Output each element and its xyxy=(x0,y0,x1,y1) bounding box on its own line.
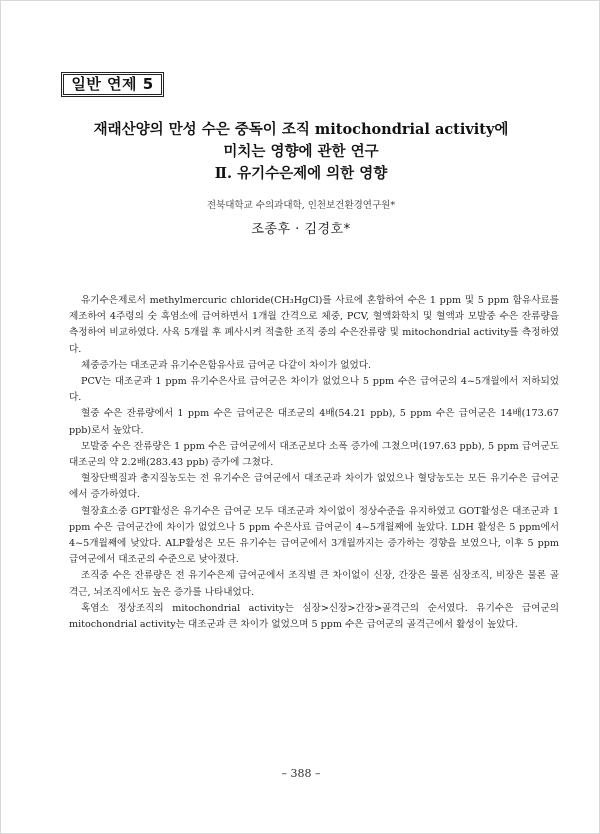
page-number: – 388 – xyxy=(281,767,321,780)
abstract-paragraph: 혹염소 정상조직의 mitochondrial activity는 심장>신장>간장>골격근의 순서였다. 유기수은 급여군의 mitochondrial activity는 대조군과 큰 차이가 없었으며 5 ppm 수은 급여군의 골격근에서 활성이 높았다. xyxy=(69,602,559,631)
title-line-1: 재래산양의 만성 수은 중독이 조직 mitochondrial activity에 xyxy=(93,121,509,138)
abstract-paragraph: 혈장단백질과 총지질농도는 전 유기수은 급여군에서 대조군과 차이가 없었으나 혈당농도는 모든 유기수은 급여군에서 증가하였다. xyxy=(69,473,559,501)
abstract-body xyxy=(69,293,559,633)
abstract-paragraph: 체중증가는 대조군과 유기수은함유사료 급여군 다같이 차이가 없었다. xyxy=(81,359,372,371)
abstract-paragraph: 조직중 수은 잔류량은 전 유기수은제 급여군에서 조직별 큰 차이없이 신장, 간장은 물론 심장조직, 비장은 물론 골격근, 뇌조직에서도 높은 증가를 나타내었다. xyxy=(69,570,559,598)
section-label: 일반 연제 5 xyxy=(61,72,164,97)
title-line-3: Ⅱ. 유기수은제에 의한 영향 xyxy=(214,165,388,182)
abstract-paragraph: 모발중 수은 잔류량은 1 ppm 수은 급여군에서 대조군보다 소폭 증가에 그쳤으며(197.63 ppb), 5 ppm 급여군도 대조군의 약 2.2배(283.43 ppb) 증가에 그쳤다. xyxy=(69,440,559,469)
abstract-paragraph: 혈장효소중 GPT활성은 유기수은 급여군 모두 대조군과 차이없이 정상수준을 유지하였고 GOT활성은 대조군과 1 ppm 수은 급여군간에 차이가 없었으나 5 ppm 수은사료 급여군이 4~5개월째에 높았다. LDH 활성은 5 ppm에서 4~5개월째에 낮았다. ALP활성은 모든 유기수는 급여군에서 3개월까지는 증가하는 경향을 보였으나, 이후 5 ppm 급여군에서 대조군의 수준으로 낮아졌다. xyxy=(69,505,559,566)
abstract-paragraph: 혈중 수은 잔류량에서 1 ppm 수은 급여군은 대조군의 4배(54.21 ppb), 5 ppm 수은 급여군은 14배(173.67 ppb)로서 높았다. xyxy=(69,408,559,436)
paper-title xyxy=(41,119,561,185)
affiliation: 전북대학교 수의과대학, 인천보건환경연구원* xyxy=(206,200,396,211)
authors: 조종후 · 김경호* xyxy=(251,222,351,237)
title-line-2: 미치는 영향에 관한 연구 xyxy=(223,143,379,160)
abstract-paragraph: PCV는 대조군과 1 ppm 유기수은사료 급여군은 차이가 없었으나 5 ppm 수은 급여군의 4~5개월에서 저하되었다. xyxy=(69,376,559,404)
abstract-paragraph: 유기수은제로서 methylmercuric chloride(CH₃HgCl)를 사료에 혼합하여 수은 1 ppm 및 5 ppm 함유사료를 제조하여 4주령의 숫 흑염소에 급여하면서 1개월 간격으로 체중, PCV, 혈액화학치 및 혈액과 모발중 수은 잔류량을 측정하여 비교하였다. 사육 5개월 후 폐사시켜 적출한 조직 중의 수은잔류량 및 mitochondrial activity를 측정하였다. xyxy=(69,295,559,355)
